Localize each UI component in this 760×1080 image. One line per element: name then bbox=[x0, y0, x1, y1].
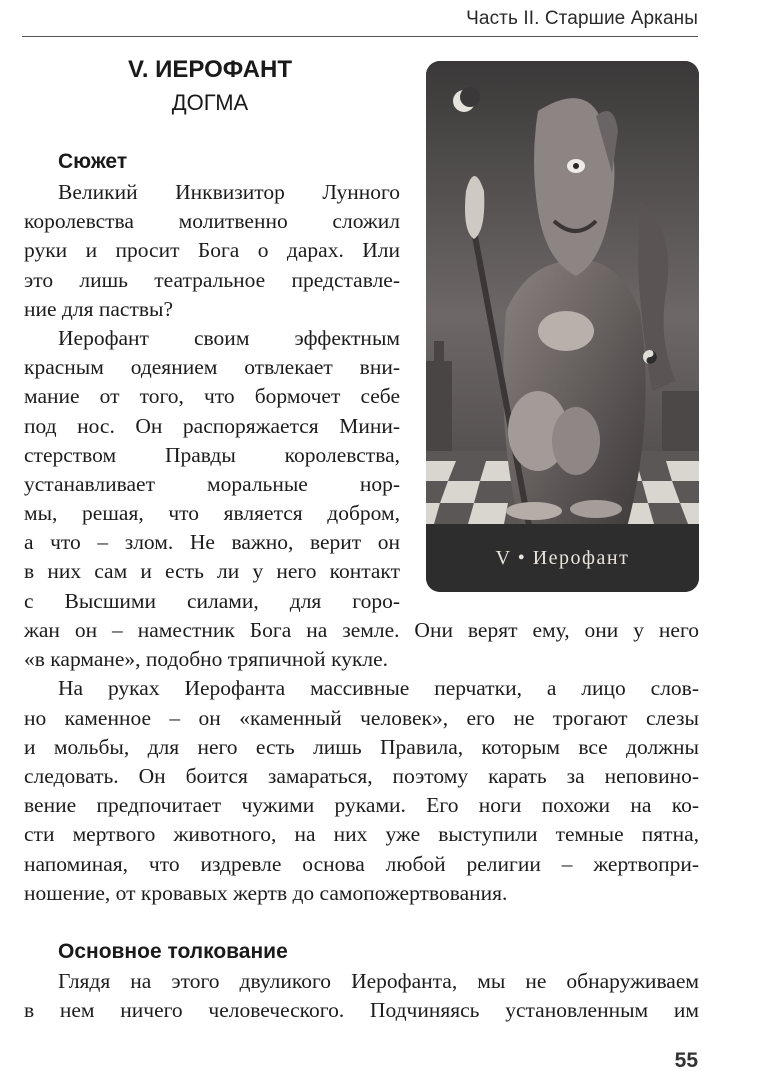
text-line: ние для паствы? bbox=[24, 296, 173, 321]
chapter-subtitle: ДОГМА bbox=[171, 90, 249, 115]
text-line: но каменное – он «каменный человек», его не трогают слезы bbox=[24, 705, 699, 730]
text-line: руки и просит Бога о дарах. Или bbox=[24, 238, 400, 263]
text-line: Иерофант своим эффектным bbox=[58, 325, 400, 350]
plot-text-narrow bbox=[24, 178, 400, 616]
text-line: стерством Правды королевства, bbox=[24, 442, 400, 467]
text-line: напоминая, что издревле основа любой религии – жертвопри- bbox=[24, 851, 699, 876]
text-line: в них сам и есть ли у него контакт bbox=[24, 559, 400, 584]
text-line: мы, решая, что является добром, bbox=[24, 501, 400, 526]
text-line: и мольбы, для него есть лишь Правила, которым все должны bbox=[24, 734, 699, 759]
header-rule bbox=[22, 36, 698, 37]
text-line: с Высшими силами, для горо- bbox=[24, 588, 400, 613]
text-line: вение предпочитает чужими руками. Его ноги похожи на ко- bbox=[24, 793, 699, 818]
text-line: мание от того, что бормочет себе bbox=[24, 384, 400, 409]
text-line: сти мертвого животного, на них уже выступили темные пятна, bbox=[24, 822, 699, 847]
text-line: Глядя на этого двуликого Иерофанта, мы не обнаруживаем bbox=[58, 969, 699, 993]
yin-yang-icon bbox=[643, 350, 657, 364]
card-caption: V • Иерофант bbox=[495, 546, 630, 569]
text-line: ношение, от кровавых жертв до самопожертвования. bbox=[24, 880, 508, 905]
running-head: Часть II. Старшие Арканы bbox=[466, 8, 698, 29]
text-line: Великий Инквизитор Лунного bbox=[58, 180, 400, 204]
text-line: жан он – наместник Бога на земле. Они верят ему, они у него bbox=[24, 618, 699, 642]
section-heading-interpretation: Основное толкование bbox=[58, 940, 288, 963]
text-line: На руках Иерофанта массивные перчатки, а лицо слов- bbox=[58, 676, 699, 701]
text-line: королевства молитвенно сложил bbox=[24, 209, 400, 234]
text-line: следовать. Он боится замараться, поэтому карать за неповино- bbox=[24, 763, 699, 788]
chapter-title: V. ИЕРОФАНТ bbox=[128, 56, 292, 83]
text-line: это лишь театральное представле- bbox=[24, 267, 400, 292]
text-line: в нем ничего человеческого. Подчиняясь установленным им bbox=[24, 998, 699, 1023]
text-line: «в кармане», подобно тряпичной кукле. bbox=[24, 647, 389, 672]
text-line: а что – злом. Не важно, верит он bbox=[24, 530, 400, 555]
interpretation-text bbox=[24, 967, 699, 1025]
text-line: красным одеянием отвлекает вни- bbox=[24, 355, 400, 380]
text-line: устанавливает моральные нор- bbox=[24, 471, 400, 496]
plot-text-wide bbox=[24, 616, 699, 908]
hierophant-card-art bbox=[426, 61, 699, 592]
tarot-card-illustration bbox=[426, 61, 699, 592]
text-line: под нос. Он распоряжается Мини- bbox=[24, 413, 400, 438]
section-heading-plot: Сюжет bbox=[58, 150, 128, 173]
page-number: 55 bbox=[674, 1049, 698, 1072]
